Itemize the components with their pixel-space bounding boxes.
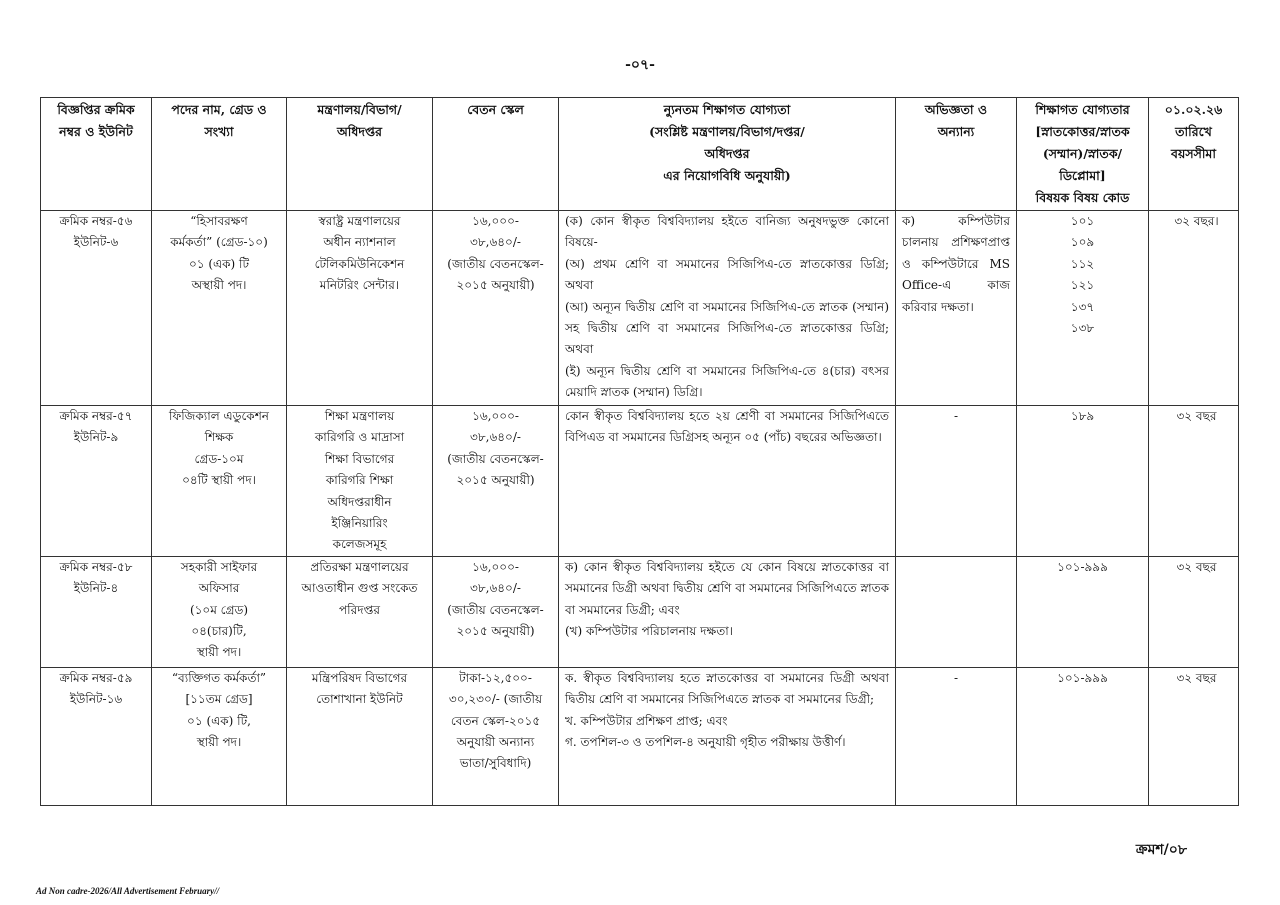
cell-line: টাকা-১২,৫০০-	[459, 670, 532, 685]
cell-line: শিক্ষা মন্ত্রণালয়	[324, 409, 395, 423]
header-line: অধিদপ্তর	[704, 146, 750, 161]
pay-scale-cell	[433, 211, 559, 406]
serial-cell	[41, 406, 152, 557]
cell-line: অধীন ন্যাশনাল	[323, 235, 396, 250]
cell-line: অফিসার	[198, 581, 240, 596]
age-limit-cell	[1149, 211, 1239, 406]
cell-line: ইঞ্জিনিয়ারিং	[331, 516, 388, 531]
table-header-row	[41, 98, 1239, 211]
cell-line: (ই) অন্যূন দ্বিতীয় শ্রেণি বা সমমানের সিজিপিএ-তে ৪(চার) বৎসর মেয়াদি স্নাতক (সম্মান) ডিগ্রি।	[565, 363, 889, 400]
cell-line: ২০১৫ অনুযায়ী)	[456, 278, 535, 293]
subject-code-cell	[1017, 667, 1149, 805]
cell-line: ক. স্বীকৃত বিশ্ববিদ্যালয় হতে স্নাতকোত্তর বা সমমানের ডিগ্রী অথবা দ্বিতীয় শ্রেণি বা সমমানের সিজিপিএতে স্নাতক বা সমমানের ডিগ্রী;	[565, 670, 889, 707]
experience-cell	[896, 667, 1017, 805]
cell-line: ১৩৭	[1070, 299, 1095, 314]
cell-line: মন্ত্রিপরিষদ বিভাগের	[311, 670, 408, 685]
header-line: এর নিয়োগবিধি অনুযায়ী)	[663, 168, 791, 183]
cell-line: ১০১-৯৯৯	[1057, 670, 1108, 685]
header-line: নম্বর ও ইউনিট	[59, 124, 133, 139]
subject-code-cell	[1017, 556, 1149, 667]
header-line: ডিপ্লোমা]	[1059, 168, 1106, 183]
cell-line: ফিজিক্যাল এডুকেশন	[169, 409, 269, 423]
cell-line: ক্রমিক নম্বর-৫৮	[59, 559, 133, 574]
cell-line: ২০১৫ অনুযায়ী)	[456, 624, 535, 639]
cell-line: ১০১	[1070, 214, 1095, 228]
cell-line: খ. কম্পিউটার প্রশিক্ষণ প্রাপ্ত; এবং	[565, 713, 728, 728]
cell-line: তোশাখানা ইউনিট	[316, 692, 403, 707]
cell-line: শিক্ষা বিভাগের	[324, 451, 395, 466]
cell-line: ৩২ বছর।	[1174, 214, 1219, 228]
cell-line: কোন স্বীকৃত বিশ্ববিদ্যালয় হতে ২য় শ্রেণী বা সমমানের সিজিপিএতে বিপিএড বা সমমানের ডিগ্রিসহ অন্যূন ০৫ (পাঁচ) বছরের অভিজ্ঞতা।	[565, 409, 889, 445]
header-line: পদের নাম, গ্রেড ও	[171, 102, 267, 117]
cell-line: স্থায়ী পদ।	[196, 645, 242, 660]
ministry-cell	[287, 556, 433, 667]
cell-line: ০৪(চার)টি,	[191, 624, 247, 639]
experience-cell	[896, 211, 1017, 406]
header-subject-code	[1017, 98, 1149, 211]
header-line: শিক্ষাগত যোগ্যতার	[1035, 102, 1130, 117]
cell-line: ৩৮,৬৪০/-	[470, 235, 521, 250]
experience-cell	[896, 556, 1017, 667]
header-line: অভিজ্ঞতা ও	[924, 102, 988, 117]
cell-line: ১৬,০০০-	[472, 409, 519, 423]
cell-line: ভাতা/সুবিধাদি)	[459, 756, 532, 771]
header-line: ০১.০২.২৬	[1164, 102, 1223, 117]
cell-line: ১৬,০০০-	[472, 214, 519, 228]
cell-line: কর্মকর্তা” (গ্রেড-১০)	[170, 235, 268, 250]
table-row	[41, 667, 1239, 805]
cell-line: ১২১	[1070, 278, 1095, 293]
cell-line: ৩০,২৩০/- (জাতীয়	[448, 692, 543, 707]
age-limit-cell	[1149, 406, 1239, 557]
cell-line: স্থায়ী পদ।	[196, 735, 242, 750]
cell-line: ০১ (এক) টি,	[187, 713, 251, 728]
subject-code-cell	[1017, 406, 1149, 557]
cell-line: ক্রমিক নম্বর-৫৭	[59, 409, 133, 423]
table-row	[41, 211, 1239, 406]
cell-line: ইউনিট-৯	[73, 430, 119, 445]
table-row	[41, 556, 1239, 667]
cell-line: ৩২ বছর	[1176, 409, 1217, 423]
header-line: মন্ত্রণালয়/বিভাগ/	[317, 102, 402, 117]
cell-line: অস্থায়ী পদ।	[191, 278, 247, 293]
cell-line: সহকারী সাইফার	[180, 559, 258, 574]
header-line: (সংশ্লিষ্ট মন্ত্রণালয়/বিভাগ/দপ্তর/	[649, 124, 805, 139]
cell-line: শিক্ষক	[204, 430, 234, 445]
cell-line: ৩৮,৬৪০/-	[470, 581, 521, 596]
subject-code-cell	[1017, 211, 1149, 406]
age-limit-cell	[1149, 556, 1239, 667]
cell-line: (জাতীয় বেতনস্কেল-	[447, 602, 544, 617]
header-line: [স্নাতকোত্তর/স্নাতক	[1035, 124, 1130, 139]
cell-line: ক্রমিক নম্বর-৫৬	[59, 214, 133, 228]
header-line: (সম্মান)/স্নাতক/	[1042, 146, 1123, 161]
cell-line: প্রতিরক্ষা মন্ত্রণালয়ের	[310, 559, 409, 574]
cell-line: “হিসাবরক্ষণ	[190, 214, 248, 228]
pay-scale-cell	[433, 556, 559, 667]
experience-cell	[896, 406, 1017, 557]
header-line: অন্যান্য	[937, 124, 975, 139]
cell-line: অনুযায়ী অন্যান্য	[456, 735, 535, 750]
cell-line: মনিটরিং সেন্টার।	[319, 278, 400, 293]
cell-line: [১১তম গ্রেড]	[185, 692, 253, 707]
cell-line: ৩৮,৬৪০/-	[470, 430, 521, 445]
cell-line: (জাতীয় বেতনস্কেল-	[447, 256, 544, 271]
cell-line: স্বরাষ্ট্র মন্ত্রণালয়ের	[318, 214, 401, 228]
header-scale	[433, 98, 559, 211]
cell-line: অধিদপ্তরাধীন	[327, 494, 392, 509]
cell-line: (খ) কম্পিউটার পরিচালনায় দক্ষতা।	[565, 624, 733, 639]
header-experience	[896, 98, 1017, 211]
cell-line: ইউনিট-৪	[73, 581, 119, 596]
cell-line: ১০১-৯৯৯	[1057, 559, 1108, 574]
cell-line: ১৬,০০০-	[472, 559, 519, 574]
header-line: বিষয়ক বিষয় কোড	[1035, 190, 1130, 205]
header-post	[152, 98, 287, 211]
header-line: সংখ্যা	[204, 124, 234, 139]
qualification-cell	[559, 556, 896, 667]
post-cell	[152, 556, 287, 667]
cell-line: ১০৯	[1070, 235, 1095, 250]
file-reference: Ad Non cadre-2026/All Advertisement February//	[36, 886, 220, 896]
header-line: বিজ্ঞপ্তির ক্রমিক	[57, 102, 135, 117]
post-cell	[152, 667, 287, 805]
cell-line: ১৩৮	[1070, 321, 1095, 336]
cell-line: (ক) কোন স্বীকৃত বিশ্ববিদ্যালয় হইতে বানিজ্য অনুষদভুক্ত কোনো বিষয়ে-	[565, 214, 889, 250]
cell-line: ইউনিট-৬	[73, 235, 119, 250]
cell-line: ক) কোন স্বীকৃত বিশ্ববিদ্যালয় হইতে যে কোন বিষয়ে স্নাতকোত্তর বা সমমানের ডিগ্রী অথবা দ্বিতীয় শ্রেণি বা সমমানের সিজিপিএতে স্নাতক বা সমমানের ডিগ্রী; এবং	[565, 559, 889, 617]
cell-line: (আ) অন্যূন দ্বিতীয় শ্রেণি বা সমমানের সিজিপিএ-তে স্নাতক (সম্মান) সহ দ্বিতীয় শ্রেণি বা সমমানের সিজিপিএ-তে স্নাতকোত্তর ডিগ্রি; অথবা	[565, 299, 889, 357]
cell-line: কারিগরি ও মাদ্রাসা	[314, 430, 405, 445]
qualification-cell	[559, 211, 896, 406]
recruitment-table	[40, 97, 1239, 806]
header-age-limit	[1149, 98, 1239, 211]
post-cell	[152, 211, 287, 406]
ministry-cell	[287, 406, 433, 557]
cell-line: -	[953, 670, 959, 685]
serial-cell	[41, 211, 152, 406]
header-qualification	[559, 98, 896, 211]
cell-line: ০১ (এক) টি	[188, 256, 250, 271]
serial-cell	[41, 667, 152, 805]
cell-line: (১০ম গ্রেড)	[189, 602, 249, 617]
age-limit-cell	[1149, 667, 1239, 805]
qualification-cell	[559, 667, 896, 805]
header-line: তারিখে	[1175, 124, 1212, 139]
cell-line: -	[953, 409, 959, 423]
serial-cell	[41, 556, 152, 667]
cell-line: (অ) প্রথম শ্রেণি বা সমমানের সিজিপিএ-তে স্নাতকোত্তর ডিগ্রি; অথবা	[565, 256, 889, 293]
cell-line: আওতাধীন গুপ্ত সংকেত	[301, 581, 418, 596]
cell-line: পরিদপ্তর	[339, 602, 380, 617]
cell-line: গ. তপশিল-৩ ও তপশিল-৪ অনুযায়ী গৃহীত পরীক্ষায় উত্তীর্ণ।	[565, 735, 846, 750]
cell-line: গ্রেড-১০ম	[194, 451, 244, 466]
cell-line: ২০১৫ অনুযায়ী)	[456, 473, 535, 488]
cell-line: ১৮৯	[1070, 409, 1095, 423]
cell-line: ক্রমিক নম্বর-৫৯	[59, 670, 133, 685]
post-cell	[152, 406, 287, 557]
ministry-cell	[287, 211, 433, 406]
header-line: বেতন স্কেল	[467, 102, 524, 117]
cell-line: ৩২ বছর	[1176, 559, 1217, 574]
pay-scale-cell	[433, 406, 559, 557]
header-line: বয়সসীমা	[1171, 146, 1216, 161]
continued-note: ক্রমশ/০৮	[1135, 842, 1187, 858]
cell-line: ১১২	[1070, 256, 1095, 271]
cell-line: (জাতীয় বেতনস্কেল-	[447, 451, 544, 466]
page-number: -০৭-	[625, 57, 655, 73]
cell-line: “ব্যক্তিগত কর্মকর্তা”	[171, 670, 267, 685]
cell-line: কলেজসমূহ	[332, 537, 387, 552]
cell-line: টেলিকমিউনিকেশন	[314, 256, 405, 271]
table-row	[41, 406, 1239, 557]
header-line: অধিদপ্তর	[336, 124, 383, 139]
cell-line: ইউনিট-১৬	[69, 692, 123, 707]
ministry-cell	[287, 667, 433, 805]
qualification-cell	[559, 406, 896, 557]
header-line: ন্যুনতম শিক্ষাগত যোগ্যতা	[663, 102, 791, 117]
cell-line: ০৪টি স্থায়ী পদ।	[182, 473, 256, 488]
cell-line: ৩২ বছর	[1176, 670, 1217, 685]
header-ministry	[287, 98, 433, 211]
cell-line: ক) কম্পিউটার চালনায় প্রশিক্ষণপ্রাপ্ত ও কম্পিউটারে MS Office-এ কাজ করিবার দক্ষতা।	[902, 214, 1010, 314]
pay-scale-cell	[433, 667, 559, 805]
header-serial	[41, 98, 152, 211]
cell-line: কারিগরি শিক্ষা	[325, 473, 394, 488]
cell-line: বেতন স্কেল-২০১৫	[450, 713, 541, 728]
